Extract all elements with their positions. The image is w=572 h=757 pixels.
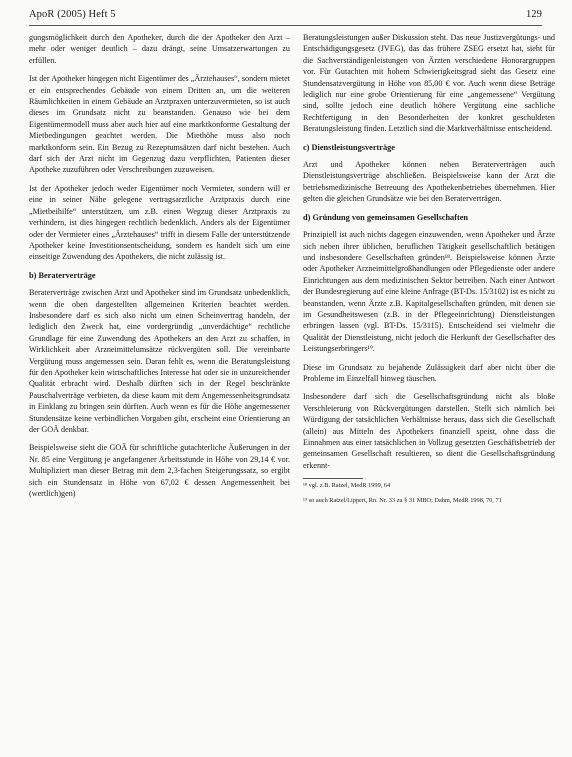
left-column xyxy=(29,32,290,506)
paragraph: gungsmöglichkeit durch den Apotheker, durch die der Apotheker den Arzt – mehr oder weniger deutlich – dazu drängt, seine Umsatzerwartungen zu erfüllen. xyxy=(29,33,290,65)
paragraph: Diese im Grundsatz zu bejahende Zulässigkeit darf aber nicht über die Probleme im Einzelfall hinweg täuschen. xyxy=(303,362,555,383)
footnote-rule xyxy=(303,478,363,479)
page-number: 129 xyxy=(525,9,542,20)
running-header xyxy=(29,9,542,25)
footnotes xyxy=(303,482,555,505)
paragraph: Prinzipiell ist auch nichts dagegen einzuwenden, wenn Apotheker und Ärzte sich neben ihrer üblichen, beruflichen Tätigkeit gesellschaftlich betätigen und insbesondere Gesellschaften gründen¹⁸. Beispielsweise können Ärzte oder Apotheker Arzneimittelgroßhandlungen oder Pflegedienste oder andere Einrichtungen aus dem medizinischen Sektor betreiben. Nach einer Antwort der Bundesregierung auf eine kleine Anfrage (BT-Ds. 15/3102) ist es nicht zu beanstanden, wenn Ärzte z.B. Kapitalgesellschaften gründen, mit denen sie im Gesundheitswesen (z.B. in der Pflegeeinrichtung) Dienstleistungen erbringen lassen (vgl. BT-Ds. 15/3115). Entscheidend sei vielmehr die Qualität der Dienstleistung, nicht jedoch die Herkunft der Gesellschafter des Leistungserbringers¹⁹. xyxy=(303,230,555,354)
paragraph: Beraterverträge zwischen Arzt und Apotheker sind im Grundsatz unbedenklich, wenn die oben dargestellten allgemeinen Kriterien beachtet werden. Insbesondere darf es sich also nicht um einen Scheinvertrag handeln, der lediglich den Zweck hat, eine vordergründig „unverdächtige“ rechtliche Grundlage für eine Zuwendung des Apothekers an den Arzt zu schaffen, in Wirklichkeit aber Arzneimittelumsätze rückvergüten soll. Die vereinbarte Vergütung muss angemessen sein. Daran fehlt es, wenn die Beratungsleistung für den Apotheker kein wirtschaftliches Interesse hat oder sie in unzureichender Qualität erbracht wird. Deshalb dürften sich in der Regel beschränkte Pauschalverträge verbieten, da diese kaum mit dem Angemessenheitsgrundsatz in Einklang zu bringen sein dürften. Auch wenn es für die Höhe angemessener Stundensätze keine verbindlichen Vorgaben gibt, erscheint eine Orientierung an der GOÄ denkbar. xyxy=(29,288,290,434)
footnote: ¹⁸ vgl. z.B. Ratzel, MedR 1999, 64 xyxy=(303,482,391,490)
right-column xyxy=(303,32,555,513)
journal-reference: ApoR (2005) Heft 5 xyxy=(29,9,116,20)
paragraph: Arzt und Apotheker können neben Beraterverträgen auch Dienstleistungsverträge abschließen. Beispielsweise kann der Arzt die betriebsmedizinische Betreuung des Apothekenbetriebes übernehmen. Hier gelten die gleichen Grundsätze wie bei den Beraterverträgen. xyxy=(303,160,555,204)
section-heading: b) Beraterverträge xyxy=(29,270,96,280)
paragraph: Ist der Apotheker jedoch weder Eigentümer noch Vermieter, sondern will er eine in seiner Nähe gelegene vertragsarztliche Arztpraxis durch eine „Mietbeihilfe“ unterstützen, um z.B. einen Wegzug dieser Arztpraxis zu verhindern, ist dies hingegen rechtlich bedenklich. Anders als der Eigentümer oder der Vermieter eines „Ärztehauses“ trifft in diesem Falle der unterstützende Apotheker keine Investitionsentscheidung, sondern es handelt sich um eine einseitige Zuwendung des Apothekers, die nicht zulässig ist. xyxy=(29,183,290,262)
footnote: ¹⁹ so auch Ratzel/Lippert, Rn. Nr. 33 zu § 31 MBO; Dahm, MedR 1998, 70, 71 xyxy=(303,497,502,505)
header-rule xyxy=(29,25,542,26)
section-heading: d) Gründung von gemeinsamen Gesellschaften xyxy=(303,212,469,222)
paragraph: Ist der Apotheker hingegen nicht Eigentümer des „Ärztehauses“, sondern mietet er ein entsprechendes Gebäude von einem Dritten an, um die weiteren Räumlichkeiten in einem Gebäude an Arztpraxen unterzuvermieten, so ist auch dieses im Grundsatz nicht zu beanstanden. Genauso wie bei dem Eigentümermodell muss aber auch hier auf eine marktkonforme Gestaltung der Mietbedingungen geachtet werden. Die Miethöhe muss also noch marktkonform sein. Ein Bezug zu Rezeptumsätzen darf nicht bestehen. Auch darf sich der Arzt nicht im Gegenzug dazu verpflichten, Patienten dieser Apotheke zuzuführen oder Verschreibungen zuzuweisen. xyxy=(29,74,290,175)
right-column-body xyxy=(303,32,555,471)
section-heading: c) Dienstleistungsverträge xyxy=(303,142,395,152)
paragraph: Beispielsweise sieht die GOÄ für schriftliche gutachterliche Äußerungen in der Nr. 85 eine Vergütung je angefangener Arbeitsstunde in Höhe von 29,14 € vor. Multipliziert man dieser Betrag mit dem 2,3-fachen Steigerungssatz, so ergibt sich ein Stundensatz in Höhe von 67,02 € dessen Angemessenheit bei (wertlich)gen) xyxy=(29,443,290,499)
paragraph: Insbesondere darf sich die Gesellschaftsgründung nicht als bloße Verschleierung von Rückvergütungen darstellen. Stellt sich nämlich bei Würdigung der tatsächlichen Verhältnisse heraus, dass sich die Gesellschaft (allein) aus Mitteln des Apothekers finanziell speist, ohne dass die Einnahmen aus einer tatsächlichen in Vollzug gesetzten Geschäftsbetrieb der gemeinsamen Gesellschaft resultieren, so dient die Gesellschaftsgründung erkennt- xyxy=(303,392,555,470)
paragraph: Beratungsleistungen außer Diskussion steht. Das neue Justizvergütungs- und Entschädigungsgesetz (JVEG), das das frühere ZSEG ersetzt hat, sieht für die Sachverständigenleistungen von Ärzten verschiedene Honorargruppen vor. Für Gutachten mit hohem Schwierigkeitsgrad sieht das Gesetz eine Stundensatzvergütung in Höhe von 85,00 € vor. Auch wenn diese Beträge lediglich nur eine grobe Orientierung für eine „angemessene“ Vergütung sind, sollte jedoch eine deutlich höhere Vergütung eine sachliche Rechtfertigung in den Besonderheiten der konkret geschuldeten Beratungsleistung finden. Letztlich sind die Marktverhältnisse entscheidend. xyxy=(303,33,555,134)
